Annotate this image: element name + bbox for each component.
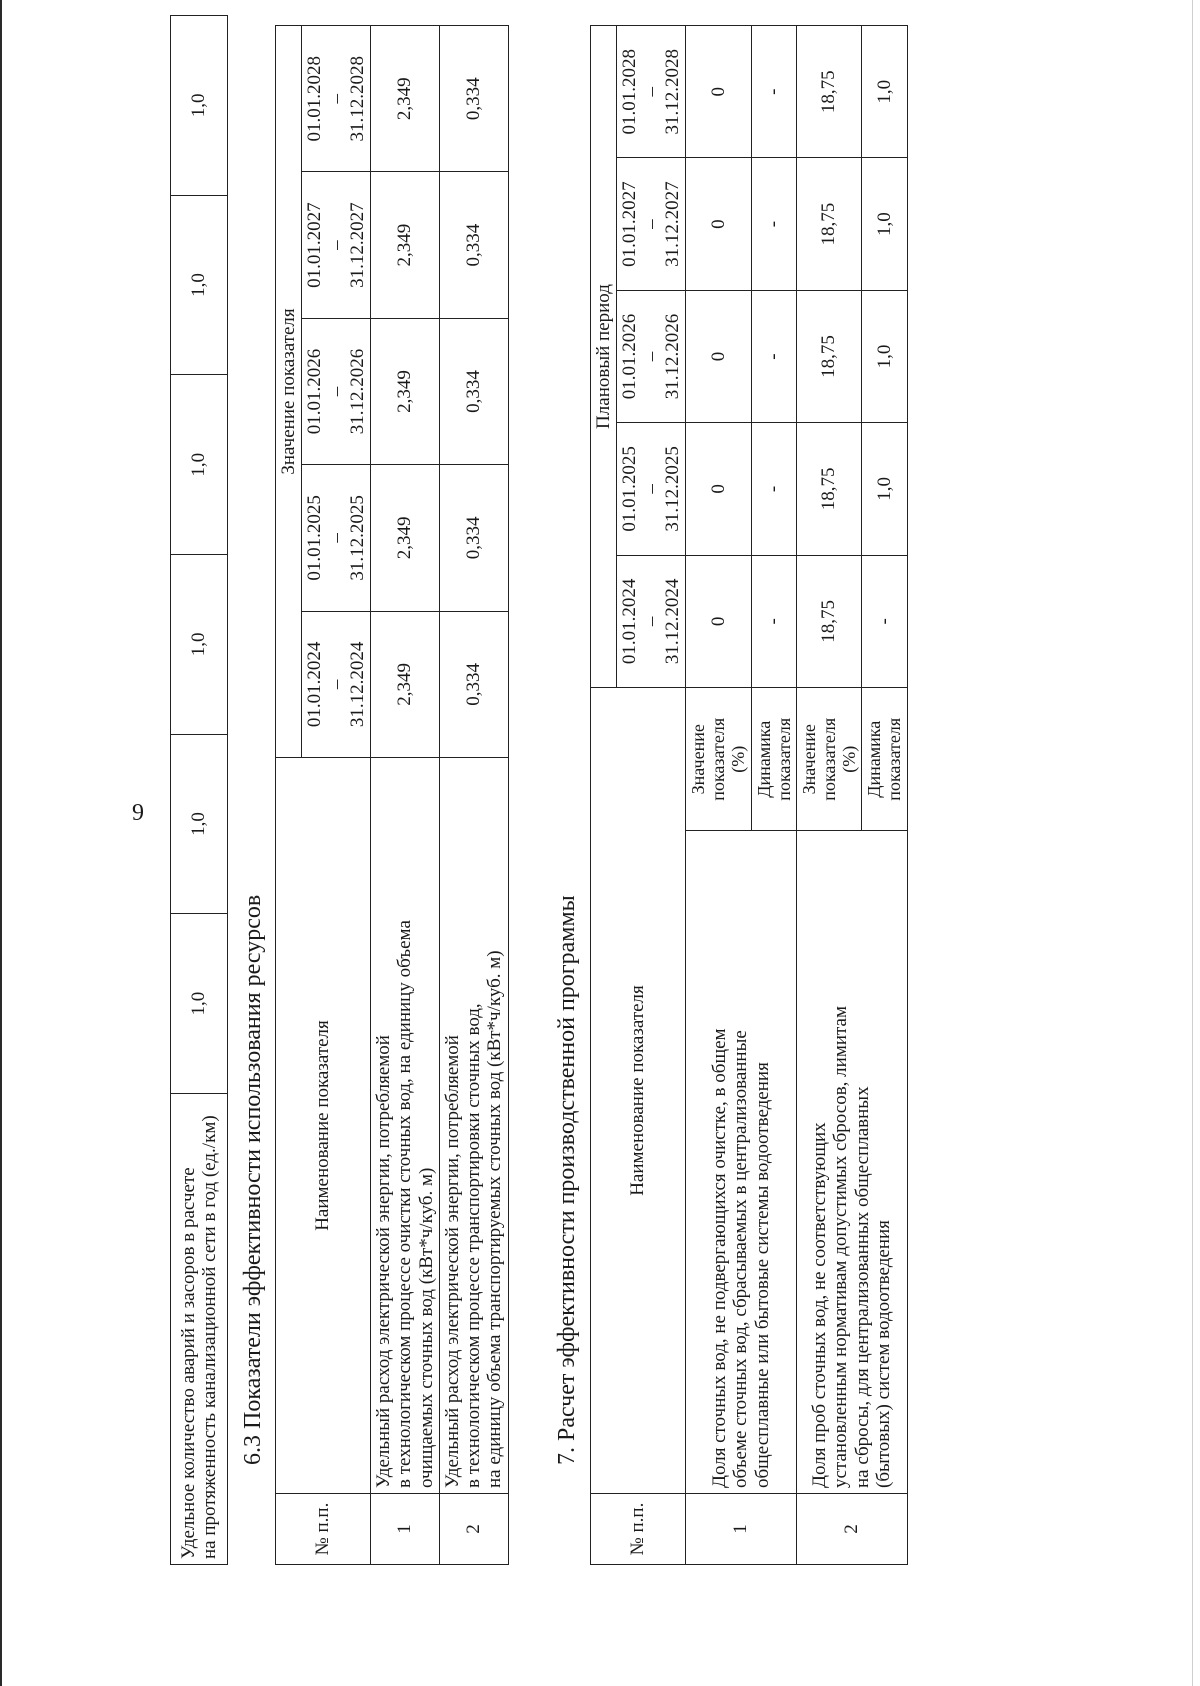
value-cell: 1,0 — [862, 290, 907, 422]
section-7-title: 7. Расчет эффективности производственной программы — [554, 895, 580, 1465]
program-efficiency-table — [590, 25, 908, 1565]
period-to: 31.12.2024 — [661, 578, 683, 665]
scan-edge-left — [0, 0, 2, 1686]
value-cell: 2,349 — [371, 172, 440, 318]
sub-label-line: показателя — [773, 717, 794, 801]
period-to: 31.12.2025 — [661, 446, 683, 532]
period-header — [302, 26, 371, 172]
name-line: на единицу объема транспортируемых сточных вод (кВт*ч/куб. м) — [484, 950, 506, 1488]
col-name-header: Наименование показателя — [591, 688, 686, 1494]
period-dash: – — [325, 240, 347, 250]
name-line: в технологическом процессе очистки сточных вод, на единицу объема — [394, 920, 416, 1488]
period-to: 31.12.2026 — [661, 313, 683, 400]
value-cell: 1,0 — [171, 914, 228, 1094]
row-num: 2 — [796, 1494, 907, 1565]
period-from: 01.01.2027 — [619, 181, 641, 267]
col-num-header: № п.п. — [276, 1494, 371, 1565]
value-cell: 1,0 — [171, 734, 228, 914]
value-cell: - — [751, 158, 796, 290]
name-line: (бытовых) систем водоотведения — [873, 1220, 894, 1488]
sub-label — [751, 688, 796, 832]
section-6-3-title: 6.3 Показатели эффективности использования ресурсов — [240, 894, 266, 1465]
value-cell: 1,0 — [862, 26, 907, 158]
sub-label-line: Динамика — [753, 720, 774, 798]
period-to: 31.12.2027 — [661, 181, 683, 267]
value-cell: 1,0 — [862, 423, 907, 555]
col-name-header: Наименование показателя — [276, 758, 371, 1494]
period-dash: – — [640, 219, 662, 229]
name-line: на сбросы, для централизованных общесплавных — [851, 1086, 873, 1488]
value-cell: 1,0 — [862, 158, 907, 290]
sub-label-line: (%) — [728, 745, 749, 773]
value-cell: 2,349 — [371, 318, 440, 464]
period-from: 01.01.2025 — [619, 446, 641, 532]
period-dash: – — [640, 351, 662, 362]
value-cell: 0 — [686, 555, 751, 687]
period-header — [302, 611, 371, 757]
value-cell: 1,0 — [171, 16, 228, 196]
value-cell: 0 — [686, 290, 751, 422]
name-line: объеме сточных вод, сбрасываемых в централизованные — [730, 1030, 752, 1488]
row-num: 1 — [371, 1494, 440, 1565]
value-header: Значение показателя — [276, 26, 302, 758]
value-cell: - — [751, 290, 796, 422]
period-dash: – — [325, 533, 347, 543]
sub-label-line: показателя — [708, 717, 729, 801]
period-header — [617, 555, 686, 687]
value-cell: 2,349 — [371, 26, 440, 172]
value-cell: 0 — [686, 158, 751, 290]
value-cell: 2,349 — [371, 465, 440, 611]
period-to: 31.12.2025 — [346, 495, 368, 581]
value-cell: 18,75 — [796, 26, 861, 158]
value-cell: 0,334 — [439, 465, 508, 611]
row-name — [439, 758, 508, 1494]
label-line: Удельное количество аварий и засоров в расчете — [177, 1167, 199, 1559]
period-from: 01.01.2027 — [304, 202, 326, 288]
value-cell: 0,334 — [439, 611, 508, 757]
table-row — [371, 26, 440, 1565]
period-dash: – — [325, 679, 347, 690]
period-header — [617, 290, 686, 422]
period-header — [617, 423, 686, 555]
row-num: 1 — [686, 1494, 797, 1565]
table-row — [796, 26, 861, 1565]
value-cell: 0,334 — [439, 318, 508, 464]
period-from: 01.01.2028 — [304, 55, 326, 142]
name-line: Удельный расход электрической энергии, потребляемой — [373, 1035, 395, 1488]
sub-label-line: Значение — [798, 724, 819, 795]
value-cell: 0 — [686, 26, 751, 158]
value-cell: 0 — [686, 423, 751, 555]
sub-label-line: Динамика — [864, 720, 885, 798]
sub-label-line: (%) — [839, 745, 860, 773]
period-from: 01.01.2025 — [304, 495, 326, 581]
sub-label — [862, 688, 907, 832]
name-line: Доля проб сточных вод, не соответствующих — [809, 1122, 831, 1488]
table-header-row — [591, 26, 617, 1565]
period-dash: – — [640, 484, 662, 494]
indicator-label — [171, 1094, 228, 1565]
period-dash: – — [640, 86, 662, 97]
period-from: 01.01.2028 — [619, 48, 641, 135]
name-line: общесплавные или бытовые системы водоотведения — [751, 1062, 773, 1488]
name-line: Доля сточных вод, не подвергающихся очистке, в общем — [709, 1028, 731, 1488]
period-from: 01.01.2026 — [619, 313, 641, 400]
name-line: Удельный расход электрической энергии, потребляемой — [441, 1035, 463, 1488]
row-num: 2 — [439, 1494, 508, 1565]
period-to: 31.12.2027 — [346, 202, 368, 288]
period-header — [302, 172, 371, 318]
name-line: очищаемых сточных вод (кВт*ч/куб. м) — [415, 1167, 437, 1488]
period-from: 01.01.2024 — [304, 641, 326, 728]
period-header — [617, 158, 686, 290]
table-row — [686, 26, 751, 1565]
value-cell: 18,75 — [796, 423, 861, 555]
name-line: установленным нормативам допустимых сбросов, лимитам — [830, 1005, 852, 1488]
row-name — [371, 758, 440, 1494]
period-header — [302, 465, 371, 611]
value-cell: 0,334 — [439, 26, 508, 172]
sub-label-line: показателя — [819, 717, 839, 801]
value-cell: 18,75 — [796, 555, 861, 687]
value-cell: 18,75 — [796, 158, 861, 290]
value-cell: 1,0 — [171, 195, 228, 375]
label-line: на протяженность канализационной сети в год (ед./км) — [199, 1115, 220, 1559]
accidents-table — [170, 15, 228, 1565]
value-cell: 1,0 — [171, 555, 228, 735]
period-dash: – — [325, 386, 347, 397]
period-from: 01.01.2024 — [619, 578, 641, 665]
page-number: 9 — [132, 800, 144, 826]
period-to: 31.12.2028 — [346, 55, 368, 142]
sub-label — [796, 688, 861, 832]
period-header — [617, 26, 686, 158]
period-to: 31.12.2026 — [346, 348, 368, 435]
row-name — [796, 831, 907, 1494]
value-cell: - — [751, 26, 796, 158]
rotated-page-content — [170, 25, 1200, 1565]
period-dash: – — [640, 616, 662, 627]
value-cell: - — [751, 423, 796, 555]
table-row — [171, 16, 228, 1565]
col-num-header: № п.п. — [591, 1494, 686, 1565]
value-cell: 18,75 — [796, 290, 861, 422]
sub-label-line: Значение — [688, 724, 709, 795]
value-cell: 2,349 — [371, 611, 440, 757]
period-from: 01.01.2026 — [304, 348, 326, 435]
value-cell: - — [862, 555, 907, 687]
table-row — [439, 26, 508, 1565]
resource-efficiency-table — [275, 25, 509, 1565]
value-cell: - — [751, 555, 796, 687]
period-to: 31.12.2028 — [661, 48, 683, 135]
table-header-row — [276, 26, 302, 1565]
sub-label-line: показателя — [884, 717, 905, 801]
sub-label — [686, 688, 751, 832]
planned-period-header: Плановый период — [591, 26, 617, 688]
period-to: 31.12.2024 — [346, 641, 368, 728]
period-header — [302, 318, 371, 464]
period-dash: – — [325, 93, 347, 104]
row-name — [686, 831, 797, 1494]
value-cell: 0,334 — [439, 172, 508, 318]
value-cell: 1,0 — [171, 375, 228, 555]
name-line: в технологическом процессе транспортировки сточных вод, — [463, 1003, 485, 1488]
